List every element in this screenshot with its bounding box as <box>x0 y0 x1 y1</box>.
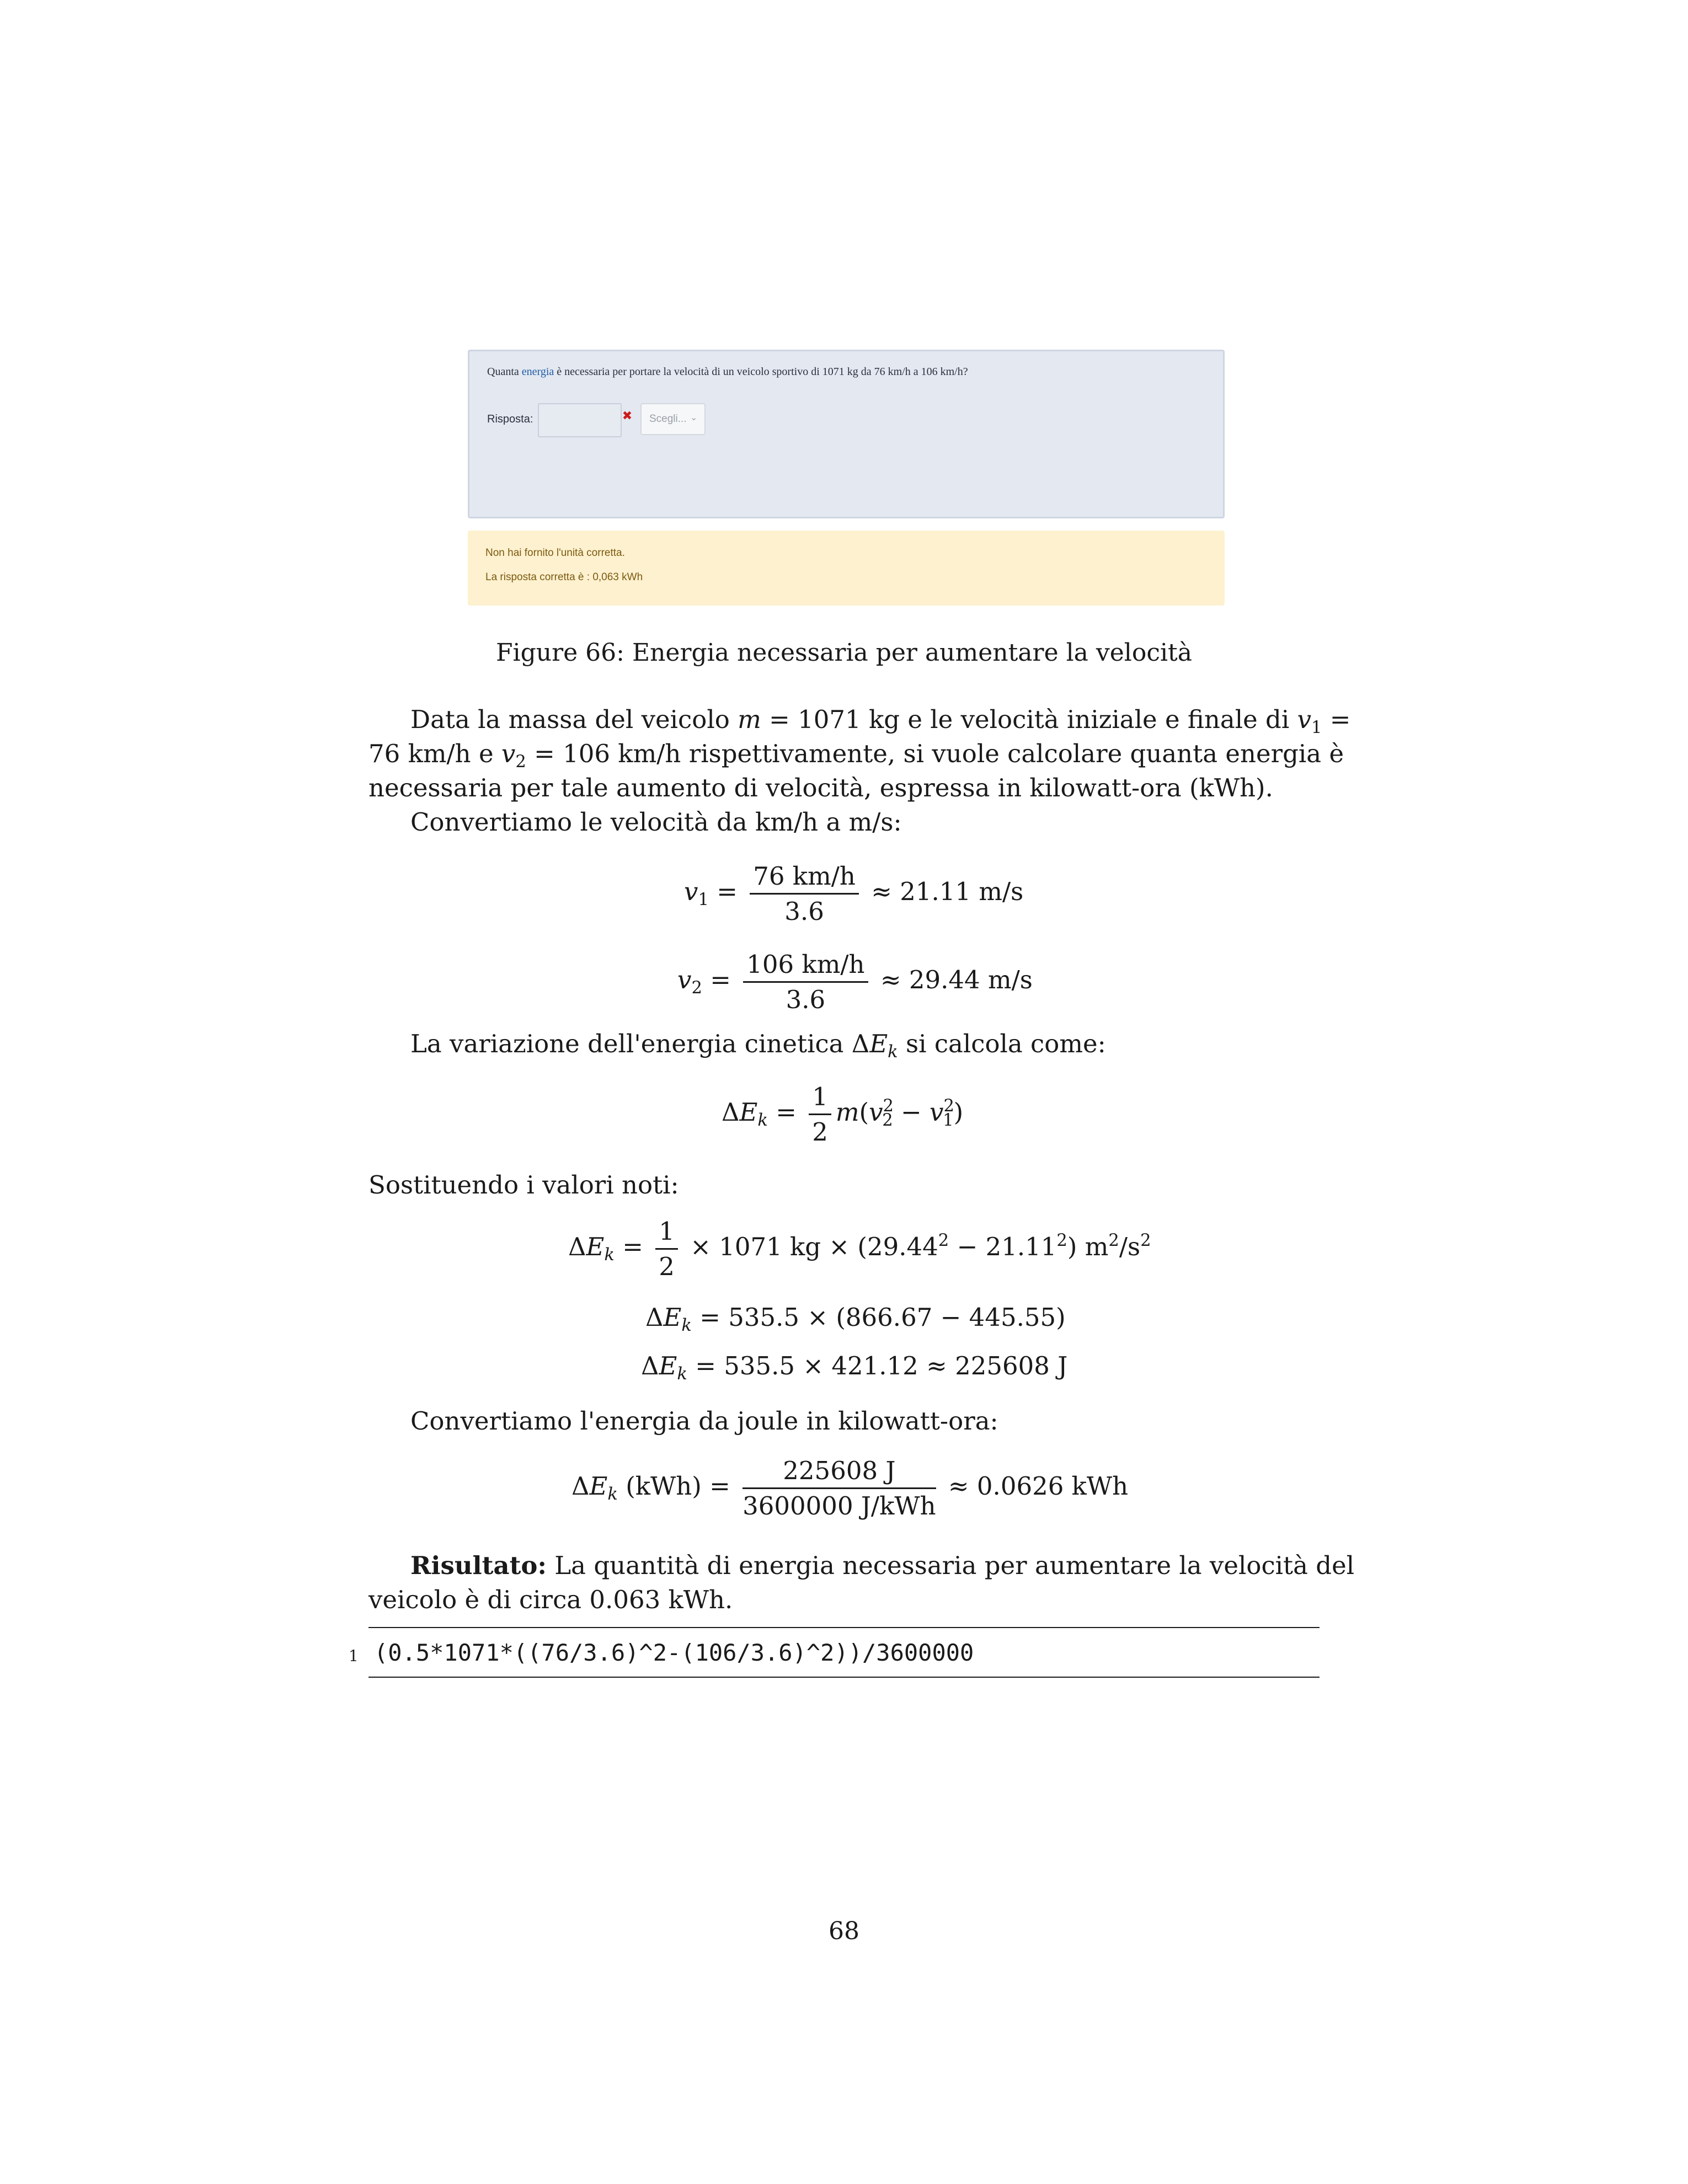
equation-kinetic-energy: $\Delta E_k$ = $\frac{1}{2}$ $m(v^2_2 - v^2_1)$ <box>722 1082 964 1147</box>
conversion-text: Convertiamo l'energia da joule in kilowatt-ora: <box>410 1406 998 1436</box>
v1-denominator: 3.6 <box>784 897 824 926</box>
feedback-correct-answer: La risposta corretta è : 0,063 kWh <box>485 571 643 583</box>
feedback-unit-message: Non hai fornito l'unità corretta. <box>485 547 625 559</box>
intro-paragraph: Data la massa del veicolo m = 1071 kg e le velocità iniziale e finale di $v_1$ = 76 km/h e $v_2 = 106$ km/h rispettivamente, si vuole calcolare quanta energia è necessaria per tale aumento di velocità, espressa in kilowatt-ora (kWh). Convertiamo le velocità da km/h a m/s: <box>368 705 1351 837</box>
v2-denominator: 3.6 <box>786 985 826 1014</box>
v1-numerator: 76 km/h <box>750 861 859 895</box>
code-line: (0.5*1071*((76/3.6)^2-(106/3.6)^2))/3600000 <box>374 1639 974 1666</box>
answer-input[interactable] <box>538 403 622 437</box>
feedback-box <box>468 531 1225 606</box>
quiz-panel <box>468 350 1225 518</box>
v2-numerator: 106 km/h <box>743 950 868 983</box>
wrong-answer-icon: ✖ <box>622 409 633 423</box>
v2-result: ≈ 29.44 m/s <box>880 965 1033 994</box>
substitution-text: Sostituendo i valori noti: <box>368 1170 679 1200</box>
unit-select[interactable] <box>640 403 706 435</box>
answer-label: Risposta: <box>487 413 533 425</box>
v1-result: ≈ 21.11 m/s <box>871 877 1024 906</box>
equation-v1: $v_1$ = $\frac{76 km/h}{3.6}$ ≈ 21.11 m/s <box>684 861 1024 926</box>
equation-step-2: $\Delta E_k = 535.5 \times (866.67 - 445.55)$ <box>645 1303 1066 1336</box>
quiz-question-link[interactable]: energia <box>521 366 554 378</box>
unit-select-placeholder: Scegli... <box>649 413 687 425</box>
equation-v2: $v_2$ = $\frac{106 km/h}{3.6}$ ≈ 29.44 m/s <box>677 950 1033 1014</box>
result-paragraph: Risultato: La quantità di energia necessaria per aumentare la velocità del veicolo è di circa 0.063 kWh. <box>368 1551 1355 1614</box>
equation-step-3: $\Delta E_k = 535.5 \times 421.12 \approx 225608$ J <box>641 1351 1068 1384</box>
figure-caption: Figure 66: Energia necessaria per aumentare la velocità <box>496 639 1192 667</box>
quiz-question: Quanta energia è necessaria per portare la velocità di un veicolo sportivo di 1071 kg da 76 km/h a 106 km/h? <box>487 366 968 378</box>
equation-substitution: $\Delta E_k$ = $\frac{1}{2}$ × 1071 kg × $(29.44^2 - 21.11^2)$ $m^2/s^2$ <box>568 1217 1151 1281</box>
result-label: Risultato: <box>410 1551 547 1580</box>
code-top-rule <box>368 1627 1320 1628</box>
chevron-down-icon: ⌄ <box>690 413 698 422</box>
code-line-number: 1 <box>349 1647 359 1665</box>
code-bottom-rule <box>368 1677 1320 1678</box>
variation-text: La variazione dell'energia cinetica $\Delta E_k$ si calcola come: <box>410 1029 1106 1062</box>
equation-kwh: $\Delta E_k$ (kWh) = $\frac{225608 J}{\text{3600000 J/kWh}}$ ≈ 0.0626 kWh <box>571 1456 1129 1521</box>
page-number: 68 <box>829 1917 859 1945</box>
